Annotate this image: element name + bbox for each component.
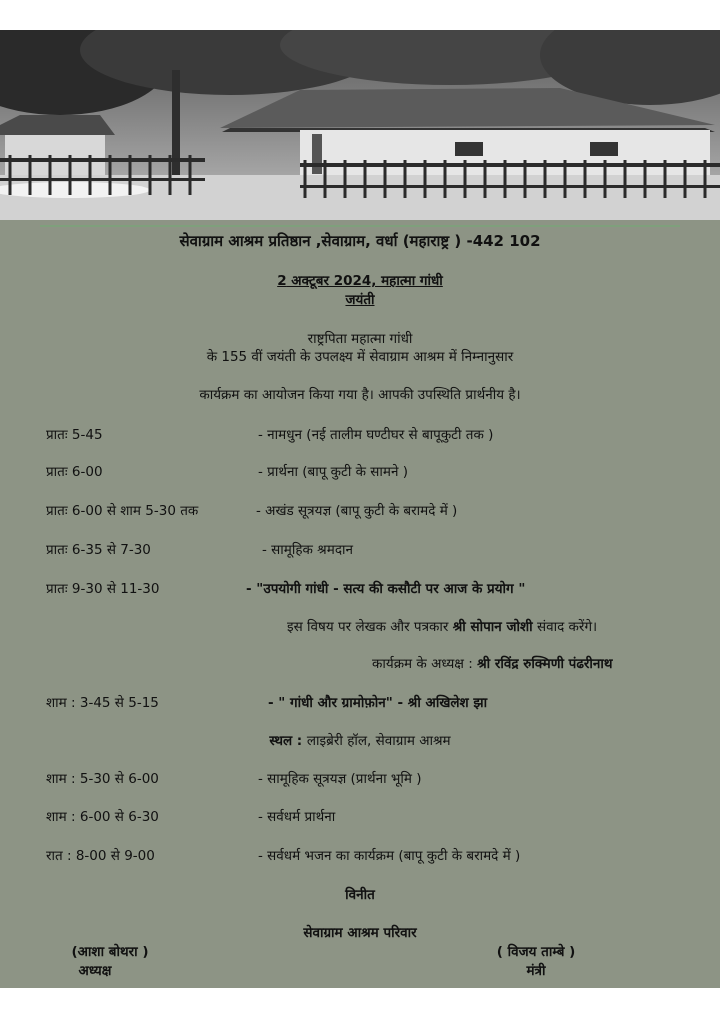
event-date-title <box>0 272 720 290</box>
closing-family: सेवाग्राम आश्रम परिवार <box>303 925 417 941</box>
talk-speaker-line <box>287 618 597 636</box>
schedule-time-9: रात : 8-00 से 9-00 <box>46 848 155 864</box>
talk-speaker-name: श्री सोपान जोशी <box>452 619 533 635</box>
schedule-time-6: शाम : 3-45 से 5-15 <box>46 695 159 711</box>
schedule-time-7: शाम : 5-30 से 6-00 <box>46 771 159 787</box>
schedule-time-3: प्रातः 6-00 से शाम 5-30 तक <box>46 503 199 519</box>
schedule-event-5: - "उपयोगी गांधी - सत्य की कसौटी पर आज के प्रयोग " <box>246 581 526 597</box>
schedule-event-1: - नामधुन (नई तालीम घण्टीघर से बापूकुटी तक ) <box>258 427 494 443</box>
chairperson-line <box>372 655 613 673</box>
schedule-event-4: - सामूहिक श्रमदान <box>262 542 353 558</box>
chairperson-label: कार्यक्रम के अध्यक्ष : <box>372 656 478 672</box>
intro-line1: राष्ट्रपिता महात्मा गांधी <box>307 331 413 347</box>
ashram-hut-illustration <box>0 30 720 220</box>
event-date-day: 2 <box>277 273 287 289</box>
closing-vinit: विनीत <box>345 887 375 903</box>
schedule-time-8: शाम : 6-00 से 6-30 <box>46 809 159 825</box>
event-date-rest: अक्टूबर 2024, महात्मा गांधी <box>286 273 443 289</box>
secretary-role: मंत्री <box>526 963 546 979</box>
schedule-event-3: - अखंड सूत्रयज्ञ (बापू कुटी के बरामदे में ) <box>256 503 458 519</box>
schedule-event-2: - प्रार्थना (बापू कुटी के सामने ) <box>258 464 409 480</box>
organization-address: सेवाग्राम आश्रम प्रतिष्ठान ,सेवाग्राम, वर्धा (महाराष्ट्र ) -442 102 <box>179 232 541 250</box>
secretary-name: ( विजय ताम्बे ) <box>496 944 576 960</box>
venue-line <box>0 732 720 750</box>
ashram-photo <box>0 30 720 220</box>
schedule-time-1: प्रातः 5-45 <box>46 427 103 443</box>
venue-label: स्थल : <box>269 733 307 749</box>
president-role: अध्यक्ष <box>78 963 112 979</box>
schedule-time-5: प्रातः 9-30 से 11-30 <box>46 581 160 597</box>
schedule-time-2: प्रातः 6-00 <box>46 464 103 480</box>
event-title-line2: जयंती <box>345 292 375 308</box>
schedule-time-4: प्रातः 6-35 से 7-30 <box>46 542 151 558</box>
venue-place: लाइब्रेरी हॉल, सेवाग्राम आश्रम <box>306 733 451 749</box>
schedule-event-7: - सामूहिक सूत्रयज्ञ (प्रार्थना भूमि ) <box>258 771 422 787</box>
chairperson-name: श्री रविंद्र रुक्मिणी पंढरीनाथ <box>477 656 613 672</box>
intro-line2: के 155 वीं जयंती के उपलक्ष्य में सेवाग्राम आश्रम में निम्नानुसार <box>206 349 514 365</box>
schedule-event-9: - सर्वधर्म भजन का कार्यक्रम (बापू कुटी के बरामदे में ) <box>258 848 521 864</box>
schedule-event-8: - सर्वधर्म प्रार्थना <box>258 809 336 825</box>
talk-line-c: संवाद करेंगे। <box>532 619 598 635</box>
schedule-event-6: - " गांधी और ग्रामोफ़ोन" - श्री अखिलेश झा <box>268 695 488 711</box>
intro-line3: कार्यक्रम का आयोजन किया गया है। आपकी उपस्थिति प्रार्थनीय है। <box>199 387 521 403</box>
president-name: (आशा बोथरा ) <box>71 944 149 960</box>
header-rule <box>40 225 680 227</box>
talk-line-a: इस विषय पर लेखक और पत्रकार <box>287 619 453 635</box>
